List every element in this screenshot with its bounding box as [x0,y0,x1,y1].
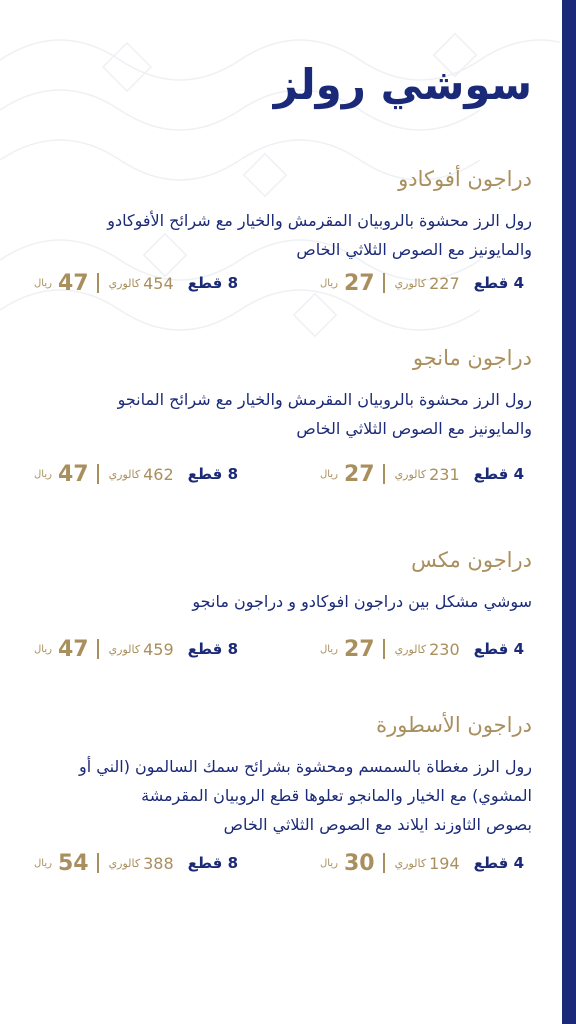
pieces: 4 قطع [473,854,524,872]
large-portion: ريال 54 كالوري 388 8 قطع [34,850,238,876]
price: 27 [343,270,375,296]
small-portion: ريال 27 كالوري 227 4 قطع [320,270,524,296]
item-name: دراجون أفوكادو [398,167,532,191]
small-portion: ريال 27 كالوري 230 4 قطع [320,636,524,662]
price-row [28,634,532,664]
calories: 230 [429,639,460,659]
separator [383,853,385,873]
large-portion: ريال 47 كالوري 459 8 قطع [34,636,238,662]
price: 47 [57,270,89,296]
pieces: 4 قطع [473,465,524,483]
item-description: رول الرز مغطاة بالسمسم ومحشوة بشرائح سمك السالمون (الني أو المشوي) مع الخيار والمانجو تعلوها قطع الروبيان المقرمشة بصوص الثاوزند ايلاند مع الصوص الثلاثي الخاص [78,757,532,834]
price: 47 [57,461,89,487]
pieces: 8 قطع [187,854,238,872]
side-accent-bar [562,0,576,1024]
pieces: 4 قطع [473,640,524,658]
separator [97,639,99,659]
menu-item [28,343,532,443]
pieces: 8 قطع [187,640,238,658]
item-name: دراجون الأسطورة [376,713,532,737]
calories: 454 [143,273,174,293]
separator [97,464,99,484]
price-row [28,459,532,489]
price: 54 [57,850,89,876]
calories: 462 [143,464,174,484]
pieces: 4 قطع [473,274,524,292]
price-row [28,268,532,298]
small-portion: ريال 27 كالوري 231 4 قطع [320,461,524,487]
menu-item [28,545,532,616]
large-portion: ريال 47 كالوري 462 8 قطع [34,461,238,487]
menu-title: سوشي رولز [273,60,532,109]
separator [383,273,385,293]
price: 47 [57,636,89,662]
price: 27 [343,461,375,487]
item-description: رول الرز محشوة بالروبيان المقرمش والخيار مع شرائح المانجو والمايونيز مع الصوص الثلاثي الخاص [117,390,532,438]
pieces: 8 قطع [187,274,238,292]
item-name: دراجون مكس [411,548,532,572]
separator [383,464,385,484]
pieces: 8 قطع [187,465,238,483]
calories: 388 [143,853,174,873]
calories: 459 [143,639,174,659]
separator [97,273,99,293]
price: 30 [343,850,375,876]
separator [383,639,385,659]
menu-item [28,710,532,839]
item-description: رول الرز محشوة بالروبيان المقرمش والخيار مع شرائح الأفوكادو والمايونيز مع الصوص الثلاثي الخاص [107,211,532,259]
calories: 227 [429,273,460,293]
large-portion: ريال 47 كالوري 454 8 قطع [34,270,238,296]
item-description: سوشي مشكل بين دراجون افوكادو و دراجون مانجو [192,592,532,611]
price-row [28,848,532,878]
small-portion: ريال 30 كالوري 194 4 قطع [320,850,524,876]
calories: 194 [429,853,460,873]
price: 27 [343,636,375,662]
calories: 231 [429,464,460,484]
item-name: دراجون مانجو [412,346,532,370]
menu-item [28,164,532,264]
separator [97,853,99,873]
